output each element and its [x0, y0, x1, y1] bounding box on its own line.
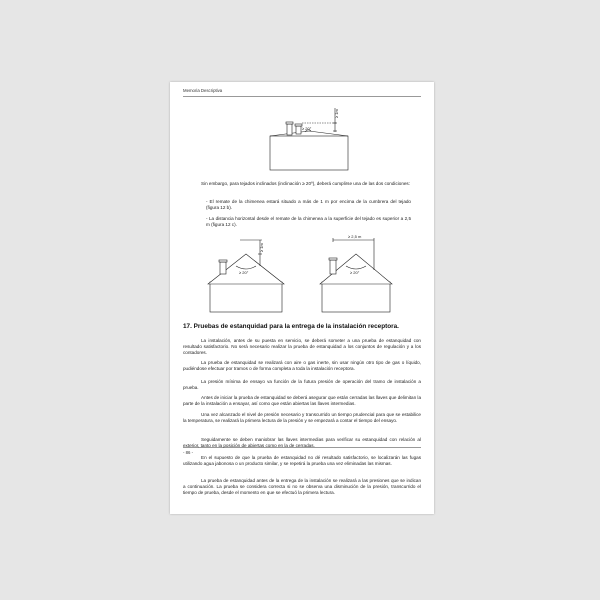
intro-paragraph: Sin embargo, para tejados inclinados (inclinación ≥ 20º), deberá cumplirse una de las dos condiciones:: [201, 181, 410, 186]
paragraph-2: La prueba de estanquidad se realizará con aire o gas inerte, sin usar ningún otro tipo de gas o líquido, pudiéndose efectuar por tramos o de forma completa a toda la instalación receptora.: [183, 360, 421, 372]
paragraph-7: En el supuesto de que la prueba de estanquidad no dé resultado satisfactorio, se localizarán las fugas utilizando agua jabonosa o un producto similar, y se repetirá la prueba una vez eliminadas las mismas.: [183, 455, 421, 467]
paragraph-4: Antes de iniciar la prueba de estanquidad se deberá asegurar que están cerradas las llaves que delimitan la parte de la instalación a ensayar, así como que están abiertas las llaves intermedias.: [183, 395, 421, 407]
bullet-condition-1: - El remate de la chimenea estará situado a más de 1 m por encima de la cumbrera del tejado (figura 12 b).: [206, 199, 411, 211]
figure-right-dim-label: ≥ 2,5 m: [348, 234, 362, 239]
paragraph-5: Una vez alcanzado el nivel de presión necesario y transcurrido un tiempo prudencial para que se estabilice la temperatura, se realizará la primera lectura de la presión y se empezará a contar el tiempo del ensayo.: [183, 412, 421, 424]
section-title: 17. Pruebas de estanquidad para la entrega de la instalación receptora.: [183, 323, 399, 330]
figure-left-angle-label: ≥ 20°: [239, 270, 249, 275]
header-title: Memoria Descriptiva: [183, 88, 223, 93]
figure-top-dim-label: ≥ 1m: [334, 109, 339, 118]
figure-right-angle-label: ≥ 20°: [350, 270, 360, 275]
paragraph-1: La instalación, antes de su puesta en servicio, se deberá someter a una prueba de estanquidad con resultado satisfactorio. No será necesario realizar la prueba de estanquidad a los conjuntos de regulación y a los contadores.: [183, 338, 421, 356]
figure-left-pitched-roof: [200, 232, 295, 317]
paragraph-8: La prueba de estanquidad antes de la entrega de la instalación se realizará a las presiones que se indican a continuación. La prueba se considera correcta si no se observa una disminución de la presión, transcurrido el tiempo de prueba, desde el momento en que se efectuó la primera lectura.: [183, 478, 421, 496]
bullet-condition-2: - La distancia horizontal desde el remate de la chimenea a la superficie del tejado es superior a 2,5 m (figura 12 c).: [206, 216, 411, 228]
figure-right-pitched-roof: [310, 232, 405, 317]
figure-left-dim-label: ≥ 1m: [259, 243, 264, 252]
figure-top-angle-label: ≥ 20°: [302, 126, 312, 131]
figure-top-flat-roof: [265, 100, 355, 175]
paragraph-3: La presión mínima de ensayo va función de la futura presión de operación del tramo de instalación a prueba.: [183, 379, 421, 391]
paragraph-6-continued: Seguidamente se deben maniobrar las llaves intermedias para verificar su estanquidad con relación al exterior, tanto en la posición de abiertas como en la de cerradas.: [183, 437, 421, 449]
page-number: - 86 -: [183, 450, 194, 455]
header-divider: [183, 96, 421, 97]
